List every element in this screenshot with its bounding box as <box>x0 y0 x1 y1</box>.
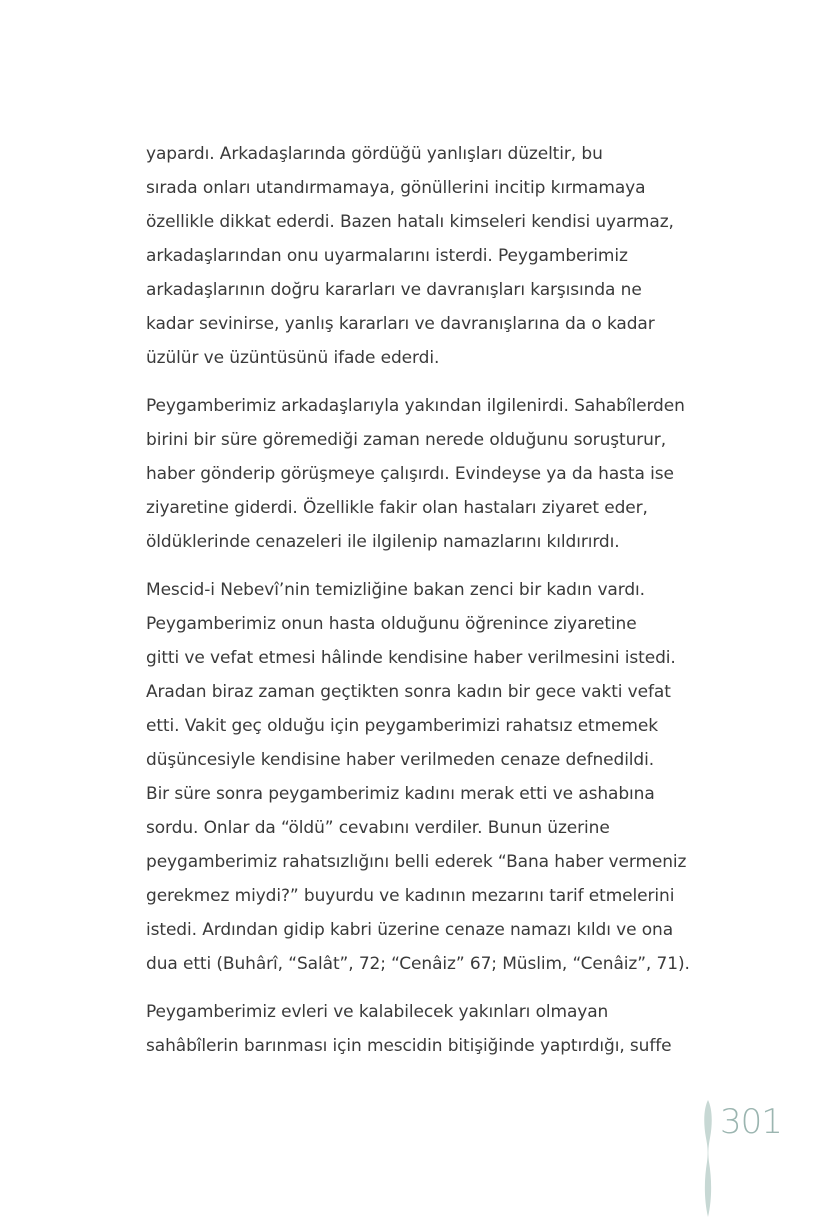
body-text <box>146 137 706 1077</box>
text-line: istedi. Ardından gidip kabri üzerine cenaze namazı kıldı ve ona <box>146 920 674 940</box>
text-line: yapardı. Arkadaşlarında gördüğü yanlışları düzeltir, bu <box>146 144 603 164</box>
text-line: özellikle dikkat ederdi. Bazen hatalı kimseleri kendisi uyarmaz, <box>146 212 674 232</box>
page-number: 301 <box>720 1102 782 1142</box>
text-line: kadar sevinirse, yanlış kararları ve davranışlarına da o kadar <box>146 314 655 334</box>
text-line: etti. Vakit geç olduğu için peygamberimizi rahatsız etmemek <box>146 716 658 736</box>
text-line: Mescid-i Nebevî’nin temizliğine bakan zenci bir kadın vardı. <box>146 580 645 600</box>
text-line: dua etti (Buhârî, “Salât”, 72; “Cenâiz” 67; Müslim, “Cenâiz”, 71). <box>146 954 690 974</box>
text-line: gerekmez miydi?” buyurdu ve kadının mezarını tarif etmelerini <box>146 886 675 906</box>
text-line: Peygamberimiz onun hasta olduğunu öğrenince ziyaretine <box>146 614 637 634</box>
text-line: Bir süre sonra peygamberimiz kadını merak etti ve ashabına <box>146 784 655 804</box>
text-line: birini bir süre göremediği zaman nerede olduğunu soruşturur, <box>146 430 667 450</box>
paragraph <box>146 389 706 559</box>
paragraph <box>146 573 706 981</box>
text-line: peygamberimiz rahatsızlığını belli ederek “Bana haber vermeniz <box>146 852 687 872</box>
text-line: Aradan biraz zaman geçtikten sonra kadın bir gece vakti vefat <box>146 682 671 702</box>
text-line: arkadaşlarından onu uyarmalarını isterdi. Peygamberimiz <box>146 246 628 266</box>
text-line: gitti ve vefat etmesi hâlinde kendisine haber verilmesini istedi. <box>146 648 676 668</box>
text-line: sahâbîlerin barınması için mescidin bitişiğinde yaptırdığı, suffe <box>146 1036 672 1056</box>
text-line: düşüncesiyle kendisine haber verilmeden cenaze defnedildi. <box>146 750 655 770</box>
text-line: üzülür ve üzüntüsünü ifade ederdi. <box>146 348 440 368</box>
text-line: ziyaretine giderdi. Özellikle fakir olan hastaları ziyaret eder, <box>146 498 648 518</box>
text-line: öldüklerinde cenazeleri ile ilgilenip namazlarını kıldırırdı. <box>146 532 620 552</box>
page-edge-ornament <box>696 1100 720 1217</box>
text-line: haber gönderip görüşmeye çalışırdı. Evindeyse ya da hasta ise <box>146 464 674 484</box>
paragraph <box>146 137 706 375</box>
paragraph <box>146 995 706 1063</box>
text-line: sırada onları utandırmamaya, gönüllerini incitip kırmamaya <box>146 178 646 198</box>
text-line: arkadaşlarının doğru kararları ve davranışları karşısında ne <box>146 280 642 300</box>
text-line: sordu. Onlar da “öldü” cevabını verdiler. Bunun üzerine <box>146 818 610 838</box>
text-line: Peygamberimiz arkadaşlarıyla yakından ilgilenirdi. Sahabîlerden <box>146 396 685 416</box>
text-line: Peygamberimiz evleri ve kalabilecek yakınları olmayan <box>146 1002 609 1022</box>
